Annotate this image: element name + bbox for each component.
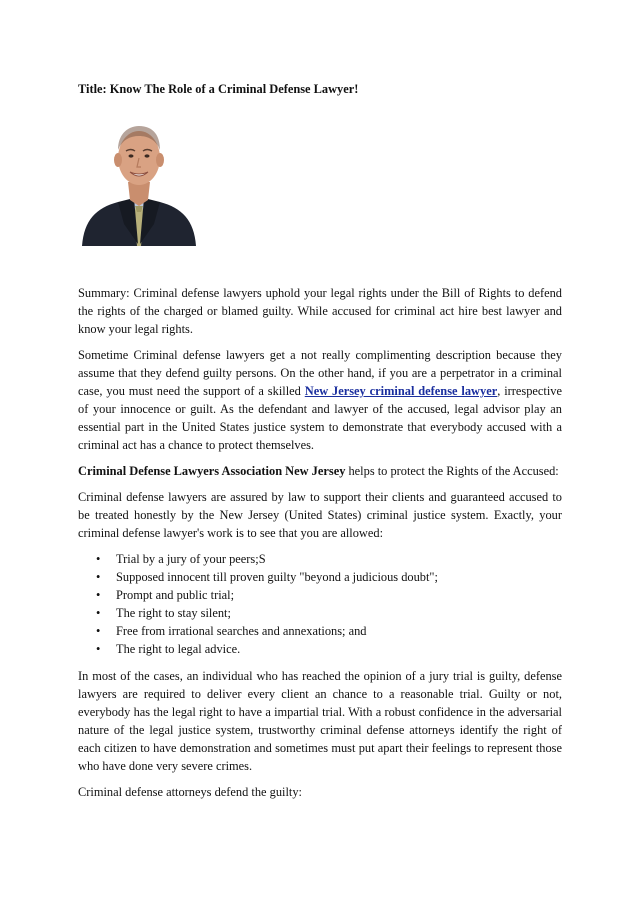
association-paragraph bbox=[78, 462, 562, 480]
jury-trial-paragraph: In most of the cases, an individual who has reached the opinion of a jury trial is guilty, defense lawyers are required to deliver every client an chance to a reasonable trial. Guilty or not, everybody has the legal right to have a impartial trial. With a robust confidence in the adversarial nature of the legal justice system, trustworthy criminal defense attorneys identify the right of each citizen to have demonstration and sometimes must put apart their feelings to represent those who have done very severe crimes. bbox=[78, 669, 562, 773]
bullet-icon: • bbox=[96, 606, 101, 620]
list-item-text: The right to stay silent; bbox=[116, 606, 231, 620]
list-item bbox=[78, 604, 562, 622]
assurance-paragraph: Criminal defense lawyers are assured by law to support their clients and guaranteed accused to be treated honestly by the New Jersey (United States) criminal justice system. Exactly, your criminal defense lawyer's work is to see that you are allowed: bbox=[78, 490, 562, 540]
bullet-icon: • bbox=[96, 552, 101, 566]
summary-paragraph: Summary: Criminal defense lawyers uphold your legal rights under the Bill of Rights to defend the rights of the charged or blamed guilty. While accused for criminal act hire best lawyer and know your legal rights. bbox=[78, 286, 562, 336]
list-item bbox=[78, 568, 562, 586]
association-name: Criminal Defense Lawyers Association New Jersey bbox=[78, 464, 346, 478]
bullet-icon: • bbox=[96, 642, 101, 656]
list-item bbox=[78, 586, 562, 604]
bullet-icon: • bbox=[96, 588, 101, 602]
lawyer-photo bbox=[78, 112, 200, 246]
list-item-text: Supposed innocent till proven guilty "beyond a judicious doubt"; bbox=[116, 570, 438, 584]
list-item bbox=[78, 550, 562, 568]
rights-list bbox=[78, 550, 562, 658]
nj-criminal-defense-lawyer-link[interactable]: New Jersey criminal defense lawyer bbox=[304, 384, 498, 398]
intro-paragraph bbox=[78, 346, 562, 454]
list-item bbox=[78, 622, 562, 640]
document-page bbox=[78, 80, 562, 809]
document-title: Title: Know The Role of a Criminal Defense Lawyer! bbox=[78, 82, 359, 96]
intro-text-before: Sometime Criminal defense lawyers get a not really complimenting description because they assume that they defend guilty persons. On the other hand, if you are a perpetrator in a criminal case, you must need the support of a skilled bbox=[78, 348, 562, 398]
intro-text-after: , irrespective of your innocence or guilt. As the defendant and lawyer of the accused, legal advisor play an essential part in the United States justice system to demonstrate that everybody accused with a criminal act has a chance to protect themselves. bbox=[78, 384, 562, 452]
bullet-icon: • bbox=[96, 624, 101, 638]
list-item-text: The right to legal advice. bbox=[116, 642, 241, 656]
defend-guilty-heading: Criminal defense attorneys defend the guilty: bbox=[78, 785, 302, 799]
association-text: helps to protect the Rights of the Accused: bbox=[345, 464, 559, 478]
list-item-text: Free from irrational searches and annexations; and bbox=[116, 624, 367, 638]
list-item-text: Trial by a jury of your peers;S bbox=[116, 552, 266, 566]
list-item-text: Prompt and public trial; bbox=[116, 588, 235, 602]
bullet-icon: • bbox=[96, 570, 101, 584]
list-item bbox=[78, 640, 562, 658]
